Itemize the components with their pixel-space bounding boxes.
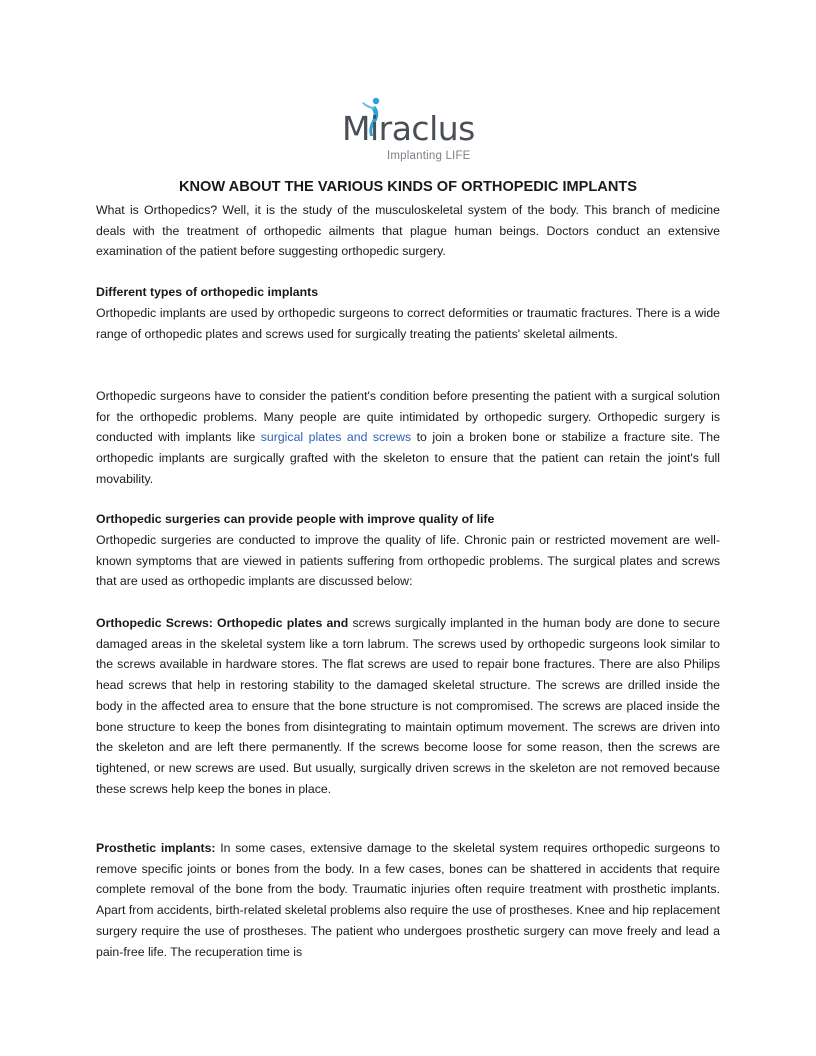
- surgeons-text-start: Orthopedic surgeons have to consider the patient's condition before presenting the patient with a surgical solution for the orthopedic problems. Many people are quite intimidated by orthopedic surgery. Orthopedic surgery is conducted with implants like: [96, 389, 720, 445]
- screws-text: screws surgically implanted in the human body are done to secure damaged areas in the skeletal system like a torn labrum. The screws used by orthopedic surgeons look similar to the screws available in hardware stores. The flat screws are used to repair bone fractures. There are also Philips head screws that help in restoring stability to the damaged skeletal structure. The screws are drilled inside the body in the affected area to ensure that the bone structure is not compromised. The screws are placed inside the bone structure to keep the bones from disintegrating to maintain optimum movement. The screws are driven into the skeleton and are left there permanently. If the screws become loose for some reason, then the screws are tightened, or new screws are used. But usually, surgically driven screws in the skeleton are not removed because these screws help keep the bones in place.: [96, 616, 720, 796]
- logo-tagline: Implanting LIFE: [387, 150, 471, 162]
- implant-types-paragraph: Orthopedic implants are used by orthopedic surgeons to correct deformities or traumatic fractures. There is a wide range of orthopedic plates and screws used for surgically treating the patients' skeletal ailments.: [96, 306, 720, 341]
- surgical-plates-link[interactable]: surgical plates and screws: [260, 430, 412, 445]
- intro-paragraph: What is Orthopedics? Well, it is the study of the musculoskeletal system of the body. This branch of medicine deals with the treatment of orthopedic ailments that plague human beings. Doctors conduct an extensive examination of the patient before suggesting orthopedic surgery.: [96, 203, 720, 259]
- prosthetic-lead: Prosthetic implants:: [96, 841, 216, 855]
- quality-of-life-paragraph: Orthopedic surgeries are conducted to improve the quality of life. Chronic pain or restricted movement are well-known symptoms that are viewed in patients suffering from orthopedic problems. The surgical plates and screws that are used as orthopedic implants are discussed below:: [96, 533, 720, 589]
- prosthetic-text: In some cases, extensive damage to the skeletal system requires orthopedic surgeons to remove specific joints or bones from the body. In a few cases, bones can be shattered in accidents that require complete removal of the bone from the body. Traumatic injuries often require treatment with prosthetic implants. Apart from accidents, birth-related skeletal problems also require the use of prostheses. Knee and hip replacement surgery require the use of prostheses. The patient who undergoes prosthetic surgery can move freely and lead a pain-free life. The recuperation time is: [96, 841, 720, 959]
- prosthetic-paragraph: [96, 838, 720, 962]
- page-title: KNOW ABOUT THE VARIOUS KINDS OF ORTHOPEDIC IMPLANTS: [178, 179, 638, 195]
- screws-paragraph: [96, 613, 720, 799]
- screws-lead: Orthopedic Screws: Orthopedic plates and: [96, 616, 349, 630]
- surgeons-text-end: to join a broken bone or stabilize a fracture site. The orthopedic implants are surgically grafted with the skeleton to ensure that the patient can retain the joint's full movability.: [96, 430, 720, 486]
- brand-logo: [340, 97, 480, 167]
- surgeons-paragraph: [96, 386, 720, 490]
- section-heading-quality-of-life: Orthopedic surgeries can provide people with improve quality of life: [96, 512, 495, 526]
- section-heading-implant-types: Different types of orthopedic implants: [96, 285, 319, 299]
- logo-wordmark: Miraclus: [342, 109, 475, 148]
